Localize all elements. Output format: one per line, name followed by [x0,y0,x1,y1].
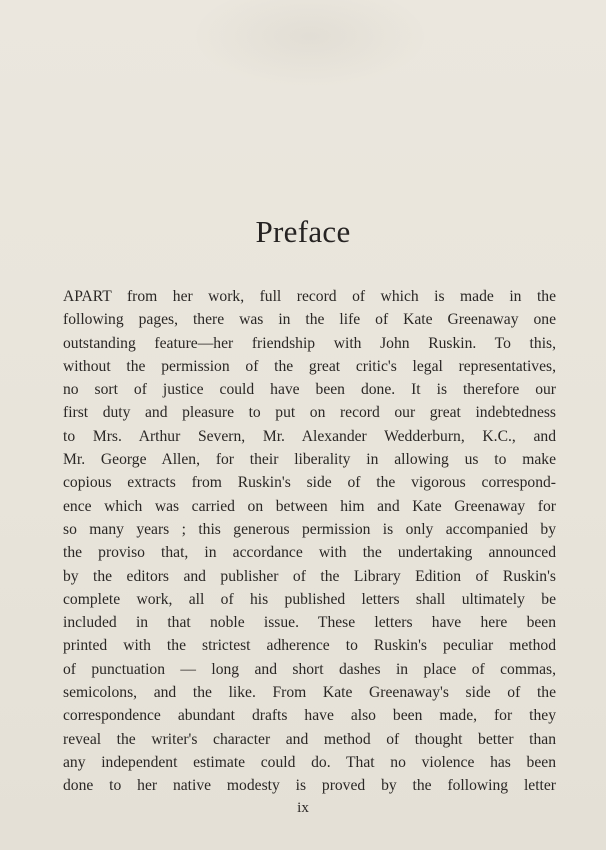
text-line-22: done to her native modesty is proved by the following letter [63,777,556,795]
text-line-20: reveal the writer's character and method of thought better than [63,730,556,748]
page-number: ix [297,800,309,816]
text-line-21: any independent estimate could do. That no violence has been [63,753,556,771]
text-line-9: copious extracts from Ruskin's side of the vigorous correspond- [63,474,556,492]
text-line-1: APART from her work, full record of which is made in the [63,288,556,305]
text-line-10: ence which was carried on between him and Kate Greenaway for [63,497,556,515]
text-line-15: included in that noble issue. These letters have here been [63,614,556,632]
text-line-3: outstanding feature—her friendship with John Ruskin. To this, [63,334,556,352]
text-line-14: complete work, all of his published letters shall ultimately be [63,590,556,608]
text-line-2: following pages, there was in the life of Kate Greenaway one [63,311,556,329]
text-line-18: semicolons, and the like. From Kate Greenaway's side of the [63,684,556,702]
text-line-8: Mr. George Allen, for their liberality in allowing us to make [63,451,556,469]
text-line-17: of punctuation — long and short dashes in place of commas, [63,660,556,678]
text-line-11: so many years ; this generous permission is only accompanied by [63,520,556,538]
text-line-12: the proviso that, in accordance with the undertaking announced [63,544,556,562]
text-line-7: to Mrs. Arthur Severn, Mr. Alexander Wedderburn, K.C., and [63,427,556,445]
text-line-13: by the editors and publisher of the Library Edition of Ruskin's [63,567,556,585]
preface-body [63,285,556,798]
page-title: Preface [255,214,351,249]
text-line-19: correspondence abundant drafts have also been made, for they [63,707,556,725]
text-line-4: without the permission of the great critic's legal representatives, [63,357,556,375]
text-line-6: first duty and pleasure to put on record our great indebtedness [63,404,556,422]
text-line-16: printed with the strictest adherence to Ruskin's peculiar method [63,637,556,655]
text-line-5: no sort of justice could have been done. It is therefore our [63,381,556,399]
show-through-shadow [190,0,430,90]
